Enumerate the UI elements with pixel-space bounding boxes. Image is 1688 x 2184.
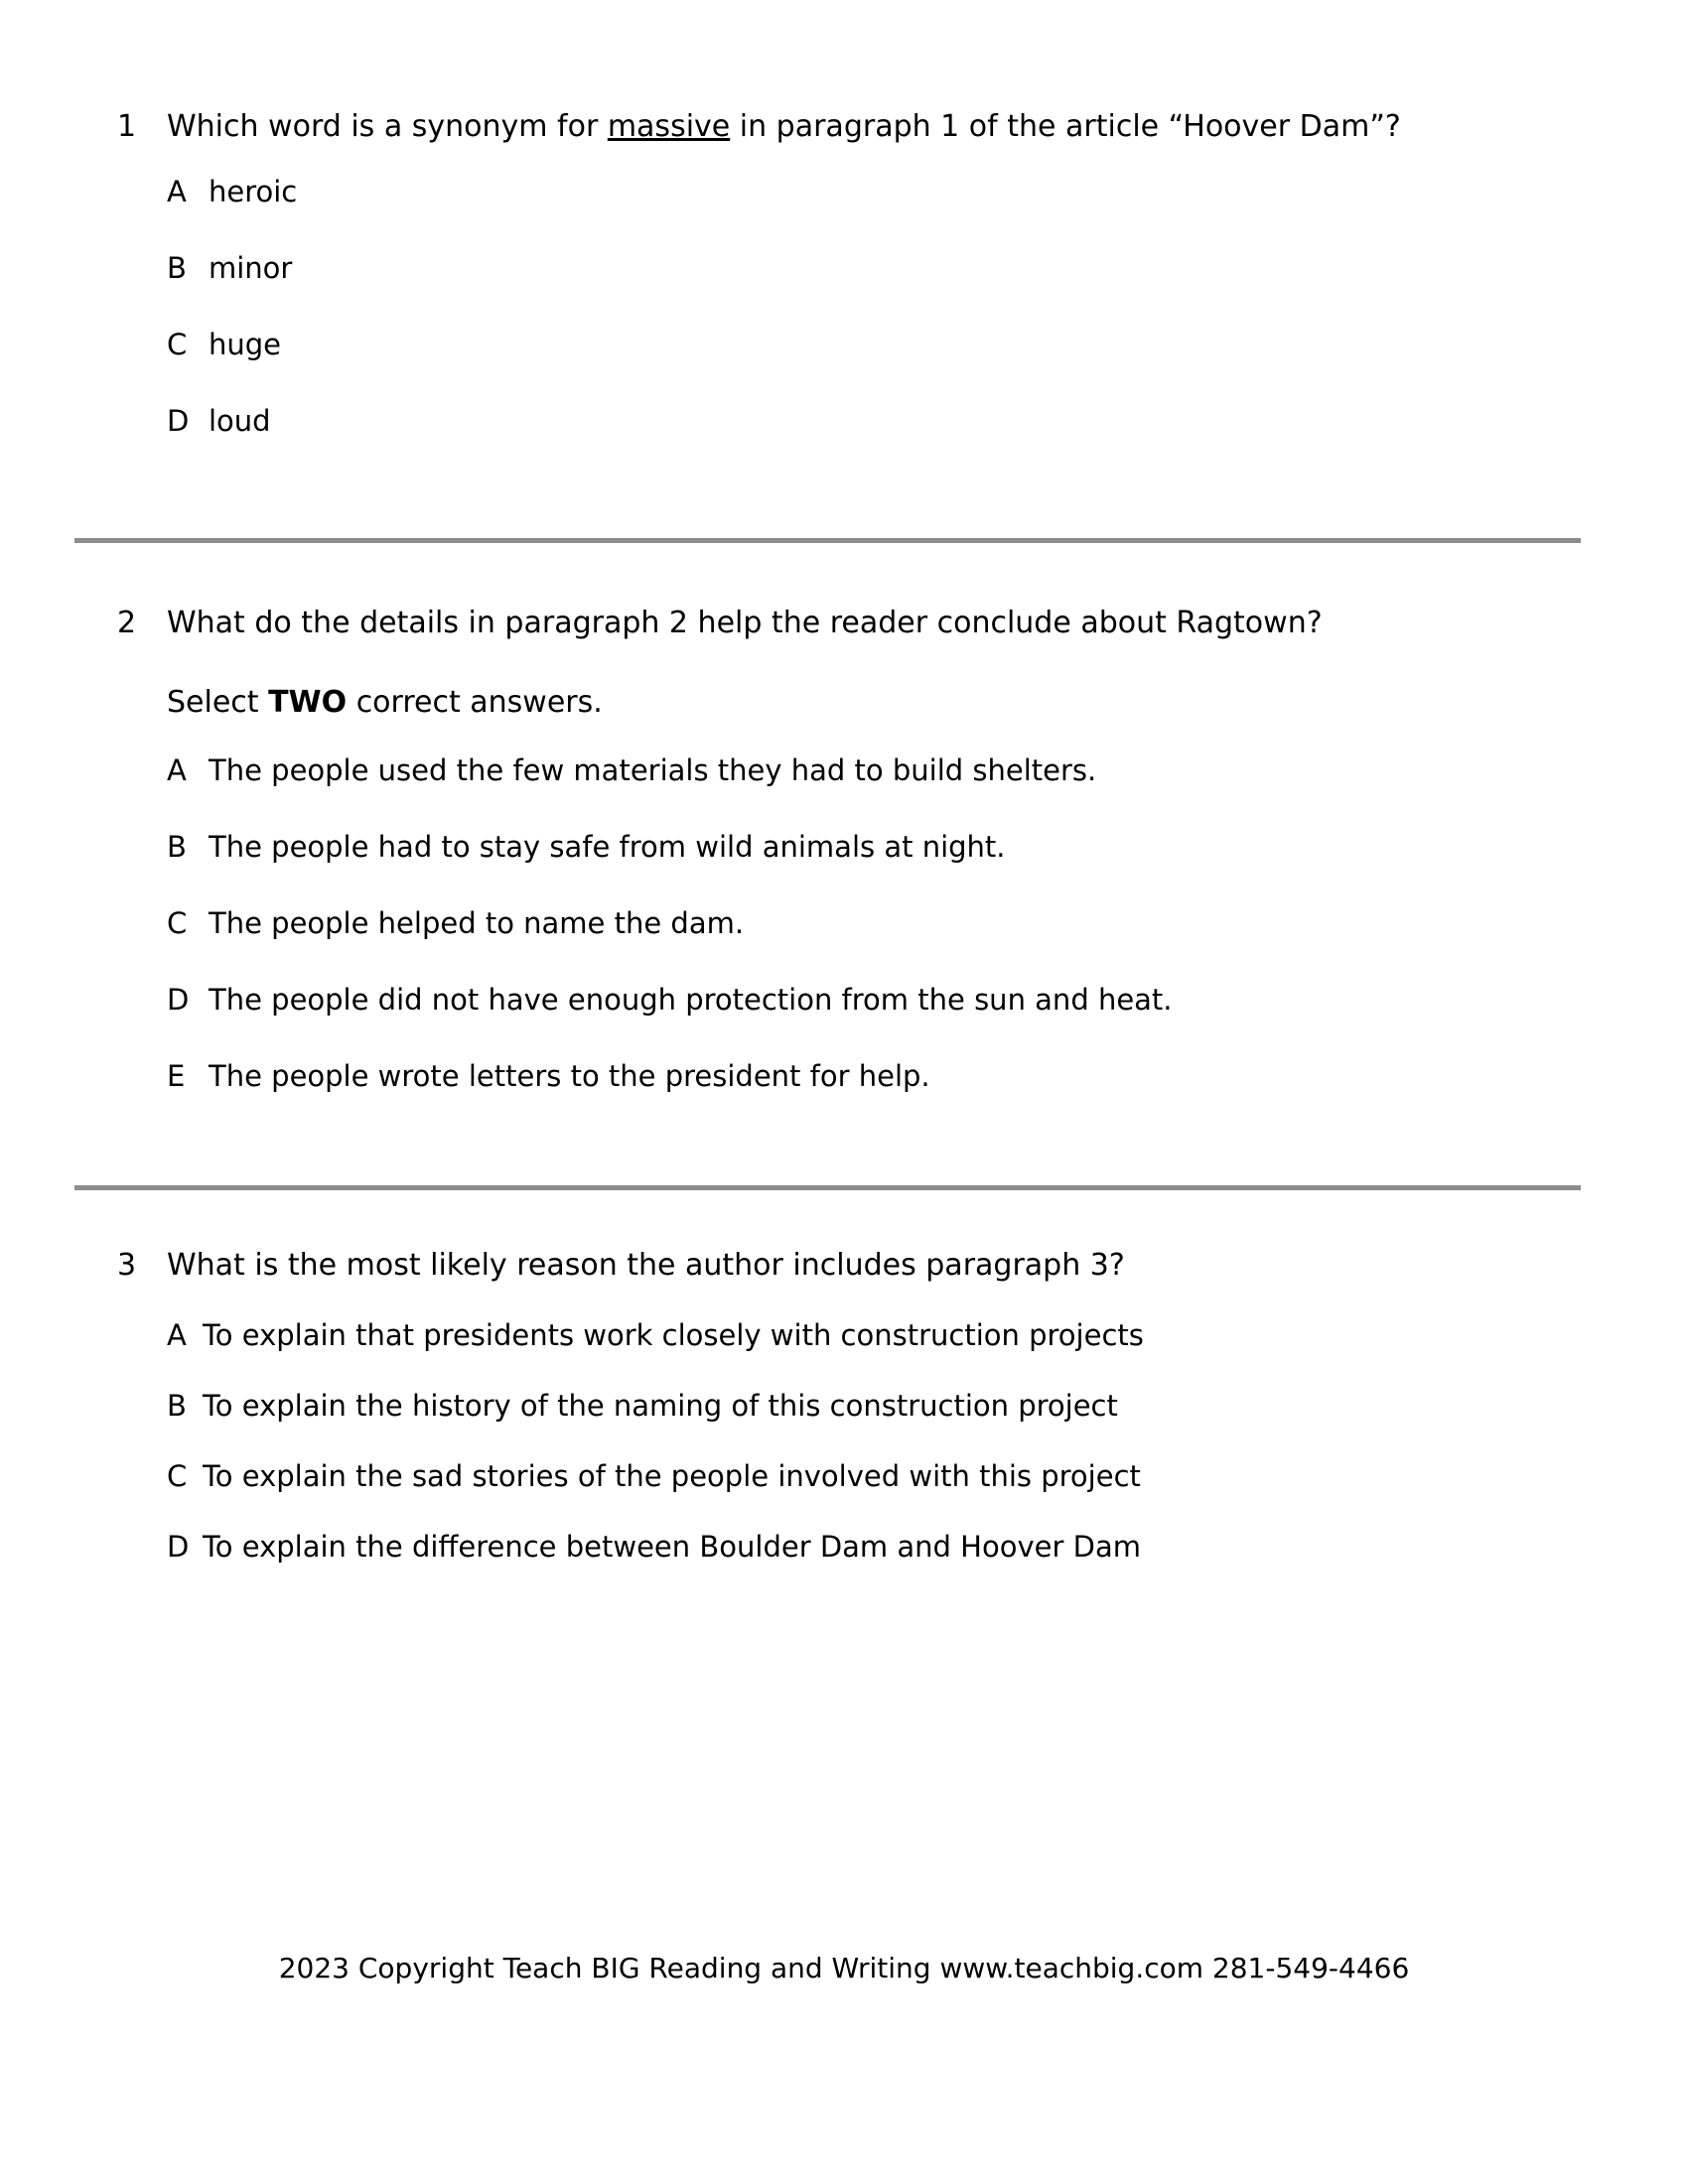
option-letter: A: [167, 1318, 187, 1352]
option-letter: C: [167, 906, 188, 940]
question-2-block: [0, 604, 1688, 1096]
option-letter: E: [167, 1059, 186, 1093]
question-3-number: 3: [117, 1248, 137, 1283]
question-2-prompt-row: [0, 604, 1688, 643]
question-2-options: [0, 751, 1688, 1096]
instruction-part-2: correct answers.: [347, 685, 603, 720]
question-1-prompt-part-2: in paragraph 1 of the article “Hoover Dam”?: [730, 109, 1401, 144]
option-text: minor: [209, 251, 293, 285]
option-text: The people had to stay safe from wild animals at night.: [209, 830, 1006, 864]
option-text: The people used the few materials they had to build shelters.: [209, 753, 1097, 787]
instruction-emphasis: TWO: [268, 685, 348, 720]
option-letter: C: [167, 328, 188, 361]
option-letter: D: [167, 404, 190, 438]
section-divider: [74, 1185, 1581, 1190]
question-2-number: 2: [117, 606, 137, 640]
option-row[interactable]: [0, 980, 1688, 1020]
option-row[interactable]: [0, 172, 1688, 211]
instruction-part-1: Select: [167, 685, 269, 720]
option-row[interactable]: [0, 827, 1688, 867]
option-text: huge: [209, 328, 282, 361]
option-text: The people wrote letters to the president for help.: [209, 1059, 930, 1093]
page-footer: [0, 1951, 1688, 1986]
option-letter: D: [167, 1530, 190, 1564]
option-letter: D: [167, 983, 190, 1017]
question-1-block: [0, 107, 1688, 441]
option-text: To explain that presidents work closely with construction projects: [203, 1318, 1144, 1352]
question-3-block: [0, 1246, 1688, 1567]
option-row[interactable]: [0, 1456, 1688, 1496]
question-2-prompt: What do the details in paragraph 2 help the reader conclude about Ragtown?: [167, 606, 1323, 640]
option-text: To explain the difference between Boulder Dam and Hoover Dam: [203, 1530, 1141, 1564]
copyright-text: 2023 Copyright Teach BIG Reading and Writing www.teachbig.com 281-549-4466: [278, 1952, 1410, 1984]
option-row[interactable]: [0, 1315, 1688, 1355]
option-letter: B: [167, 1389, 187, 1423]
option-letter: C: [167, 1459, 188, 1493]
option-row[interactable]: [0, 1527, 1688, 1567]
option-letter: B: [167, 830, 187, 864]
question-1-options: [0, 172, 1688, 441]
option-text: To explain the sad stories of the people involved with this project: [203, 1459, 1141, 1493]
question-1-prompt-row: [0, 107, 1688, 147]
option-row[interactable]: [0, 401, 1688, 441]
option-row[interactable]: [0, 325, 1688, 364]
option-text: The people helped to name the dam.: [209, 906, 745, 940]
option-row[interactable]: [0, 751, 1688, 790]
question-1-prompt-part-1: Which word is a synonym for: [167, 109, 608, 144]
option-letter: A: [167, 175, 187, 208]
option-text: To explain the history of the naming of this construction project: [203, 1389, 1118, 1423]
option-text: heroic: [209, 175, 298, 208]
option-letter: A: [167, 753, 187, 787]
question-1-emphasized-word: massive: [607, 109, 731, 144]
option-text: The people did not have enough protection from the sun and heat.: [209, 983, 1173, 1017]
option-row[interactable]: [0, 903, 1688, 943]
question-2-instruction: [0, 683, 1688, 723]
option-letter: B: [167, 251, 187, 285]
question-3-prompt-row: [0, 1246, 1688, 1286]
option-text: loud: [209, 404, 271, 438]
section-divider: [74, 538, 1581, 543]
option-row[interactable]: [0, 1386, 1688, 1426]
option-row[interactable]: [0, 248, 1688, 288]
option-row[interactable]: [0, 1056, 1688, 1096]
question-3-prompt: What is the most likely reason the author includes paragraph 3?: [167, 1248, 1125, 1283]
question-1-number: 1: [117, 109, 137, 144]
question-3-options: [0, 1315, 1688, 1567]
question-1-prompt: [167, 107, 1401, 147]
